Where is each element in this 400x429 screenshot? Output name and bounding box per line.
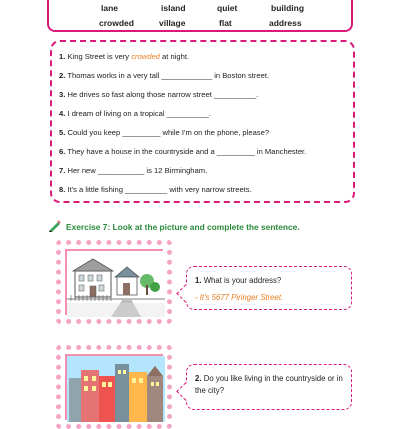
sentence-text: They have a house in the countryside and a _________ in Manchester. <box>67 147 307 156</box>
sentence-number: 8. <box>59 185 66 194</box>
sentence-text: I dream of living on a tropical __________. <box>67 109 212 118</box>
answer-1: - It's 5677 Piringer Street. <box>195 293 284 302</box>
sentence-6 <box>59 147 306 156</box>
word-address: address <box>269 18 302 28</box>
sentence-number: 7. <box>59 166 66 175</box>
question-card-2 <box>186 364 352 410</box>
sentence-text: King Street is very <box>67 52 132 61</box>
sentence-number: 3. <box>59 90 66 99</box>
word-crowded: crowded <box>99 18 134 28</box>
sentence-7 <box>59 166 207 175</box>
word-village: village <box>159 18 186 28</box>
question-number: 1. <box>195 276 202 285</box>
pencil-icon <box>48 220 62 234</box>
question-1 <box>195 275 345 287</box>
question-2 <box>195 373 345 397</box>
sentence-text-end: at night. <box>159 52 190 61</box>
city-illustration <box>67 356 165 422</box>
pointer-arrow <box>176 284 194 302</box>
sentence-1 <box>59 52 189 61</box>
question-text: Do you like living in the countryside or in the city? <box>195 374 343 395</box>
sentence-number: 2. <box>59 71 66 80</box>
picture-1 <box>65 249 163 315</box>
sentence-8 <box>59 185 252 194</box>
picture-2 <box>65 354 163 420</box>
sentence-2 <box>59 71 269 80</box>
word-flat: flat <box>219 18 232 28</box>
question-card-1 <box>186 266 352 310</box>
sentence-text: Could you keep _________ while I'm on the phone, please? <box>67 128 270 137</box>
exercise-sentences-box <box>50 40 355 203</box>
picture-frame-1 <box>56 240 172 324</box>
sentence-text: It's a little fishing __________ with very narrow streets. <box>67 185 252 194</box>
question-number: 2. <box>195 374 202 383</box>
sample-answer: crowded <box>131 52 160 61</box>
exercise-7-heading <box>48 220 300 234</box>
word-box <box>47 0 353 32</box>
sentence-4 <box>59 109 211 118</box>
word-lane: lane <box>101 3 119 13</box>
exercise-7-title: Exercise 7: Look at the picture and complete the sentence. <box>66 222 300 232</box>
sentence-text: He drives so fast along those narrow street __________. <box>67 90 259 99</box>
question-text: What is your address? <box>203 276 282 285</box>
pointer-arrow <box>176 382 194 400</box>
sentence-text: Thomas works in a very tall ____________ in Boston street. <box>67 71 270 80</box>
picture-frame-2 <box>56 345 172 429</box>
sentence-number: 5. <box>59 128 66 137</box>
sentence-text: Her new ___________ is 12 Birmingham. <box>67 166 208 175</box>
sentence-5 <box>59 128 269 137</box>
street-illustration <box>67 251 165 317</box>
word-island: island <box>161 3 186 13</box>
sentence-3 <box>59 90 258 99</box>
word-building: building <box>271 3 305 13</box>
sentence-number: 4. <box>59 109 66 118</box>
word-quiet: quiet <box>217 3 238 13</box>
sentence-number: 6. <box>59 147 66 156</box>
sentence-number: 1. <box>59 52 66 61</box>
